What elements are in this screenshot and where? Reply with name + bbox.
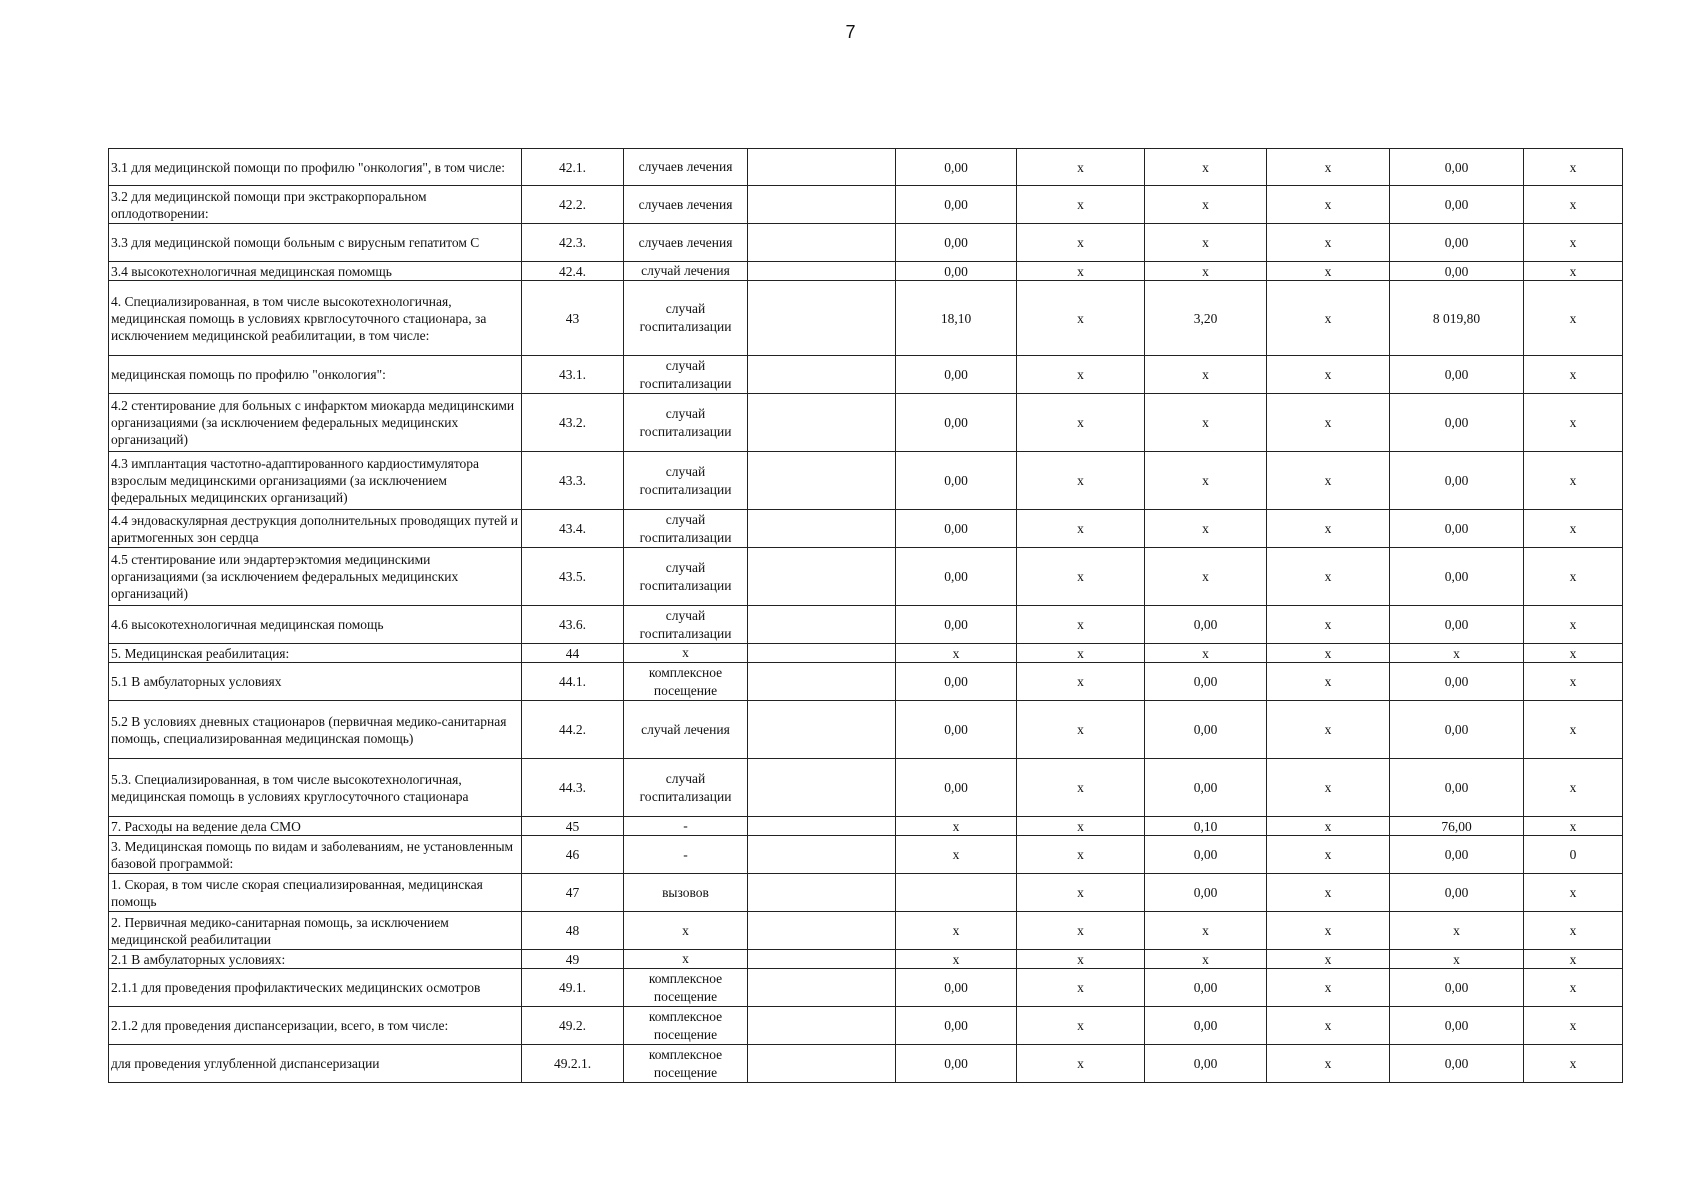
row-col4	[748, 452, 896, 510]
row-col4	[748, 186, 896, 224]
row-col10: х	[1524, 452, 1623, 510]
row-col5: х	[896, 836, 1017, 874]
row-col10: х	[1524, 1007, 1623, 1045]
row-name: 2.1 В амбулаторных условиях:	[109, 950, 522, 969]
row-col7: 0,00	[1145, 701, 1267, 759]
row-code: 49.2.	[522, 1007, 624, 1045]
row-col7: х	[1145, 510, 1267, 548]
row-col8: х	[1267, 149, 1390, 186]
row-col4	[748, 1045, 896, 1083]
row-col8: х	[1267, 950, 1390, 969]
row-col7: х	[1145, 224, 1267, 262]
row-col8: х	[1267, 224, 1390, 262]
row-col9: 0,00	[1390, 548, 1524, 606]
data-table-container	[108, 148, 1622, 1083]
row-col8: х	[1267, 186, 1390, 224]
row-col6: х	[1017, 950, 1145, 969]
table-row	[109, 836, 1623, 874]
table-row	[109, 606, 1623, 644]
table-row	[109, 262, 1623, 281]
row-col9: х	[1390, 644, 1524, 663]
row-col6: х	[1017, 548, 1145, 606]
row-code: 49	[522, 950, 624, 969]
row-col5: 0,00	[896, 186, 1017, 224]
table-row	[109, 356, 1623, 394]
row-col9: 0,00	[1390, 1007, 1524, 1045]
table-row	[109, 950, 1623, 969]
row-name: медицинская помощь по профилю "онкология":	[109, 356, 522, 394]
row-col4	[748, 836, 896, 874]
row-code: 42.2.	[522, 186, 624, 224]
row-unit: случай госпитализации	[624, 281, 748, 356]
row-col5: 0,00	[896, 969, 1017, 1007]
row-col10: 0	[1524, 836, 1623, 874]
row-col5: 0,00	[896, 663, 1017, 701]
table-row	[109, 1007, 1623, 1045]
row-col10: х	[1524, 281, 1623, 356]
row-col6: х	[1017, 186, 1145, 224]
row-name: 4.3 имплантация частотно-адаптированного кардиостимулятора взрослым медицинскими организациями (за исключением федеральных медицинских организаций)	[109, 452, 522, 510]
row-col6: х	[1017, 1007, 1145, 1045]
row-col6: х	[1017, 356, 1145, 394]
row-col5: х	[896, 950, 1017, 969]
row-col10: х	[1524, 759, 1623, 817]
row-code: 48	[522, 912, 624, 950]
row-col4	[748, 912, 896, 950]
row-code: 43	[522, 281, 624, 356]
row-col6: х	[1017, 149, 1145, 186]
row-col5: 0,00	[896, 759, 1017, 817]
row-unit: случай госпитализации	[624, 356, 748, 394]
row-col10: х	[1524, 510, 1623, 548]
row-col7: х	[1145, 452, 1267, 510]
row-code: 43.6.	[522, 606, 624, 644]
row-code: 44.1.	[522, 663, 624, 701]
row-col5: 0,00	[896, 394, 1017, 452]
row-col6: х	[1017, 606, 1145, 644]
row-unit: случаев лечения	[624, 224, 748, 262]
row-col4	[748, 663, 896, 701]
row-unit: случаев лечения	[624, 186, 748, 224]
row-unit: случай госпитализации	[624, 606, 748, 644]
row-col10: х	[1524, 950, 1623, 969]
row-unit: случай госпитализации	[624, 548, 748, 606]
row-name: для проведения углубленной диспансеризации	[109, 1045, 522, 1083]
row-col8: х	[1267, 606, 1390, 644]
row-code: 49.1.	[522, 969, 624, 1007]
row-col5: 0,00	[896, 262, 1017, 281]
row-col5: х	[896, 912, 1017, 950]
row-col4	[748, 149, 896, 186]
row-name: 4.2 стентирование для больных с инфарктом миокарда медицинскими организациями (за исключением федеральных медицинских организаций)	[109, 394, 522, 452]
row-col6: х	[1017, 394, 1145, 452]
row-col9: 0,00	[1390, 356, 1524, 394]
row-col9: 0,00	[1390, 149, 1524, 186]
row-unit: комплексное посещение	[624, 1007, 748, 1045]
row-name: 3.4 высокотехнологичная медицинская помомщь	[109, 262, 522, 281]
row-col8: х	[1267, 281, 1390, 356]
row-col8: х	[1267, 1007, 1390, 1045]
row-col5: 0,00	[896, 701, 1017, 759]
row-col8: х	[1267, 262, 1390, 281]
row-name: 5. Медицинская реабилитация:	[109, 644, 522, 663]
row-code: 43.1.	[522, 356, 624, 394]
row-col7: 0,00	[1145, 1007, 1267, 1045]
row-col9: 0,00	[1390, 262, 1524, 281]
row-code: 47	[522, 874, 624, 912]
row-code: 43.5.	[522, 548, 624, 606]
table-row	[109, 701, 1623, 759]
row-col6: х	[1017, 701, 1145, 759]
row-code: 43.4.	[522, 510, 624, 548]
table-row	[109, 663, 1623, 701]
row-unit: -	[624, 817, 748, 836]
row-name: 2.1.2 для проведения диспансеризации, всего, в том числе:	[109, 1007, 522, 1045]
row-col4	[748, 394, 896, 452]
row-col6: х	[1017, 1045, 1145, 1083]
table-row	[109, 969, 1623, 1007]
row-col8: х	[1267, 759, 1390, 817]
row-col6: х	[1017, 644, 1145, 663]
row-col9: 0,00	[1390, 606, 1524, 644]
row-name: 5.2 В условиях дневных стационаров (первичная медико-санитарная помощь, специализированная медицинская помощь)	[109, 701, 522, 759]
row-name: 3.2 для медицинской помощи при экстракорпоральном оплодотворении:	[109, 186, 522, 224]
row-unit: случай госпитализации	[624, 394, 748, 452]
row-col7: 3,20	[1145, 281, 1267, 356]
row-col8: х	[1267, 874, 1390, 912]
page-number: 7	[845, 22, 856, 42]
row-col4	[748, 1007, 896, 1045]
row-col9: х	[1390, 950, 1524, 969]
row-col10: х	[1524, 224, 1623, 262]
row-unit: вызовов	[624, 874, 748, 912]
row-col6: х	[1017, 510, 1145, 548]
row-col5: 0,00	[896, 1007, 1017, 1045]
row-col6: х	[1017, 969, 1145, 1007]
row-col4	[748, 759, 896, 817]
row-col9: 0,00	[1390, 510, 1524, 548]
row-col4	[748, 644, 896, 663]
table-row	[109, 548, 1623, 606]
row-col7: 0,00	[1145, 606, 1267, 644]
row-col5: х	[896, 644, 1017, 663]
row-col10: х	[1524, 606, 1623, 644]
table-row	[109, 817, 1623, 836]
row-col4	[748, 701, 896, 759]
row-col4	[748, 510, 896, 548]
row-name: 3. Медицинская помощь по видам и заболеваниям, не установленным базовой программой:	[109, 836, 522, 874]
table-row	[109, 186, 1623, 224]
row-col10: х	[1524, 874, 1623, 912]
row-col5: 0,00	[896, 452, 1017, 510]
row-col10: х	[1524, 186, 1623, 224]
row-col7: х	[1145, 912, 1267, 950]
row-col6: х	[1017, 817, 1145, 836]
row-name: 7. Расходы на ведение дела СМО	[109, 817, 522, 836]
row-name: 4. Специализированная, в том числе высокотехнологичная, медицинская помощь в условиях крвглосуточного стационара, за исключением медицинской реабилитации, в том числе:	[109, 281, 522, 356]
row-col10: х	[1524, 663, 1623, 701]
row-col4	[748, 281, 896, 356]
row-unit: х	[624, 950, 748, 969]
row-unit: -	[624, 836, 748, 874]
row-col7: х	[1145, 394, 1267, 452]
row-col9: х	[1390, 912, 1524, 950]
row-col9: 0,00	[1390, 759, 1524, 817]
row-col6: х	[1017, 912, 1145, 950]
row-col8: х	[1267, 969, 1390, 1007]
row-col9: 0,00	[1390, 874, 1524, 912]
row-name: 2. Первичная медико-санитарная помощь, за исключением медицинской реабилитации	[109, 912, 522, 950]
row-unit: случай госпитализации	[624, 759, 748, 817]
row-unit: случай лечения	[624, 701, 748, 759]
row-col4	[748, 548, 896, 606]
table-row	[109, 394, 1623, 452]
row-col4	[748, 262, 896, 281]
row-col9: 0,00	[1390, 969, 1524, 1007]
row-col7: х	[1145, 356, 1267, 394]
row-col7: х	[1145, 950, 1267, 969]
row-code: 44	[522, 644, 624, 663]
row-col5: 0,00	[896, 1045, 1017, 1083]
row-col7: 0,00	[1145, 874, 1267, 912]
row-col5: 0,00	[896, 510, 1017, 548]
row-col5	[896, 874, 1017, 912]
data-table	[108, 148, 1623, 1083]
table-row	[109, 759, 1623, 817]
row-col7: 0,00	[1145, 759, 1267, 817]
row-name: 3.1 для медицинской помощи по профилю "онкология", в том числе:	[109, 149, 522, 186]
row-col5: 18,10	[896, 281, 1017, 356]
row-col5: 0,00	[896, 149, 1017, 186]
row-col10: х	[1524, 149, 1623, 186]
table-row	[109, 510, 1623, 548]
row-col10: х	[1524, 548, 1623, 606]
row-col9: 0,00	[1390, 186, 1524, 224]
row-code: 43.2.	[522, 394, 624, 452]
row-code: 42.4.	[522, 262, 624, 281]
row-unit: х	[624, 912, 748, 950]
row-col10: х	[1524, 969, 1623, 1007]
row-col7: х	[1145, 644, 1267, 663]
row-col9: 8 019,80	[1390, 281, 1524, 356]
row-col7: х	[1145, 149, 1267, 186]
row-unit: комплексное посещение	[624, 1045, 748, 1083]
row-unit: случай лечения	[624, 262, 748, 281]
table-row	[109, 149, 1623, 186]
table-row	[109, 874, 1623, 912]
row-code: 45	[522, 817, 624, 836]
table-row	[109, 1045, 1623, 1083]
row-col10: х	[1524, 1045, 1623, 1083]
row-col10: х	[1524, 912, 1623, 950]
row-unit: х	[624, 644, 748, 663]
row-col8: х	[1267, 452, 1390, 510]
row-col4	[748, 817, 896, 836]
row-col6: х	[1017, 663, 1145, 701]
row-col9: 0,00	[1390, 224, 1524, 262]
row-col10: х	[1524, 701, 1623, 759]
row-col9: 0,00	[1390, 394, 1524, 452]
row-col10: х	[1524, 644, 1623, 663]
row-col6: х	[1017, 224, 1145, 262]
row-col8: х	[1267, 548, 1390, 606]
row-col7: 0,00	[1145, 1045, 1267, 1083]
row-unit: случай госпитализации	[624, 510, 748, 548]
row-col8: х	[1267, 817, 1390, 836]
table-row	[109, 644, 1623, 663]
row-col10: х	[1524, 394, 1623, 452]
row-col5: 0,00	[896, 224, 1017, 262]
row-code: 44.3.	[522, 759, 624, 817]
row-col7: х	[1145, 186, 1267, 224]
row-unit: случаев лечения	[624, 149, 748, 186]
row-col8: х	[1267, 836, 1390, 874]
row-col6: х	[1017, 281, 1145, 356]
row-col9: 76,00	[1390, 817, 1524, 836]
table-row	[109, 912, 1623, 950]
row-col6: х	[1017, 874, 1145, 912]
row-col7: 0,00	[1145, 663, 1267, 701]
row-code: 44.2.	[522, 701, 624, 759]
row-col4	[748, 606, 896, 644]
row-col6: х	[1017, 262, 1145, 281]
row-col8: х	[1267, 701, 1390, 759]
row-unit: комплексное посещение	[624, 969, 748, 1007]
row-col5: 0,00	[896, 606, 1017, 644]
row-col9: 0,00	[1390, 452, 1524, 510]
row-col5: 0,00	[896, 356, 1017, 394]
row-col7: 0,00	[1145, 969, 1267, 1007]
row-code: 46	[522, 836, 624, 874]
row-col8: х	[1267, 644, 1390, 663]
row-col7: х	[1145, 262, 1267, 281]
row-col7: х	[1145, 548, 1267, 606]
row-col9: 0,00	[1390, 701, 1524, 759]
row-col9: 0,00	[1390, 663, 1524, 701]
row-col7: 0,00	[1145, 836, 1267, 874]
row-col4	[748, 969, 896, 1007]
row-col10: х	[1524, 262, 1623, 281]
row-col8: х	[1267, 912, 1390, 950]
row-name: 4.4 эндоваскулярная деструкция дополнительных проводящих путей и аритмогенных зон сердца	[109, 510, 522, 548]
row-col4	[748, 356, 896, 394]
row-col6: х	[1017, 836, 1145, 874]
table-row	[109, 281, 1623, 356]
row-name: 1. Скорая, в том числе скорая специализированная, медицинская помощь	[109, 874, 522, 912]
row-col8: х	[1267, 1045, 1390, 1083]
row-col8: х	[1267, 663, 1390, 701]
row-name: 5.3. Специализированная, в том числе высокотехнологичная, медицинская помощь в условиях круглосуточного стационара	[109, 759, 522, 817]
row-col8: х	[1267, 356, 1390, 394]
row-name: 5.1 В амбулаторных условиях	[109, 663, 522, 701]
row-name: 3.3 для медицинской помощи больным с вирусным гепатитом С	[109, 224, 522, 262]
row-code: 42.3.	[522, 224, 624, 262]
row-name: 2.1.1 для проведения профилактических медицинских осмотров	[109, 969, 522, 1007]
row-col5: 0,00	[896, 548, 1017, 606]
row-col9: 0,00	[1390, 836, 1524, 874]
row-code: 42.1.	[522, 149, 624, 186]
row-col6: х	[1017, 452, 1145, 510]
row-col4	[748, 950, 896, 969]
row-unit: случай госпитализации	[624, 452, 748, 510]
row-name: 4.6 высокотехнологичная медицинская помощь	[109, 606, 522, 644]
row-col5: х	[896, 817, 1017, 836]
row-col6: х	[1017, 759, 1145, 817]
row-col9: 0,00	[1390, 1045, 1524, 1083]
table-row	[109, 452, 1623, 510]
row-code: 43.3.	[522, 452, 624, 510]
row-col7: 0,10	[1145, 817, 1267, 836]
row-col4	[748, 224, 896, 262]
row-col4	[748, 874, 896, 912]
row-name: 4.5 стентирование или эндартерэктомия медицинскими организациями (за исключением федеральных медицинских организаций)	[109, 548, 522, 606]
row-col8: х	[1267, 394, 1390, 452]
row-col8: х	[1267, 510, 1390, 548]
row-col10: х	[1524, 356, 1623, 394]
row-col10: х	[1524, 817, 1623, 836]
table-row	[109, 224, 1623, 262]
row-unit: комплексное посещение	[624, 663, 748, 701]
row-code: 49.2.1.	[522, 1045, 624, 1083]
